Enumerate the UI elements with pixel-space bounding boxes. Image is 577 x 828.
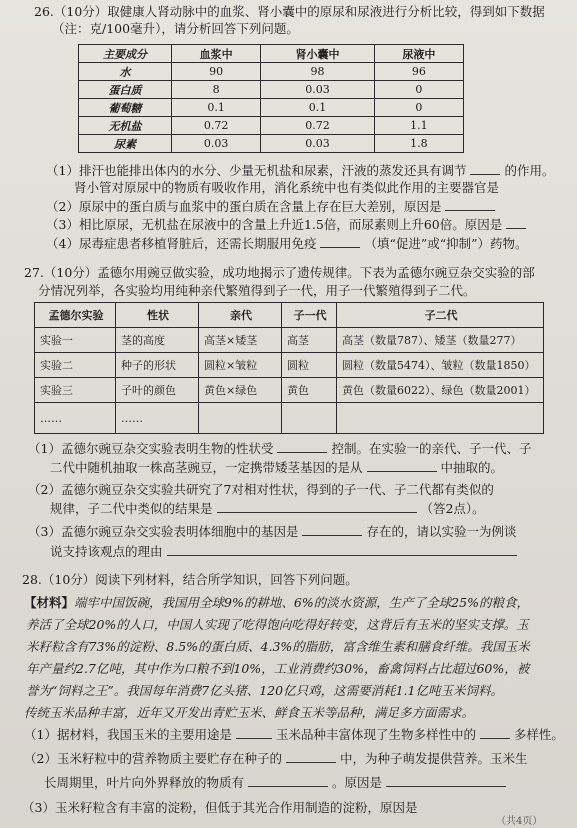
table-header-cell: 亲代: [199, 303, 282, 328]
table-cell: 0.03: [261, 81, 375, 99]
table-cell: 8: [172, 81, 261, 99]
q27-sub3-line2: [50, 543, 517, 560]
table-cell: 实验三: [35, 378, 116, 403]
q27-sub1-l2-end: 中抽取的。: [440, 460, 503, 475]
table-header-cell: 血浆中: [172, 45, 261, 63]
q26-sub2-text: （2）原尿中的蛋白质与血浆中的蛋白质在含量上存在巨大差别，原因是: [46, 199, 442, 214]
q26-intro-line1: 26.（10分）取健康人肾动脉中的血浆、肾小囊中的原尿和尿液进行分析比较，得到如下数据: [34, 4, 545, 19]
q27-sub2-text: 规律，子二代中类似的结果是: [50, 501, 213, 516]
q26-comparison-table: [78, 44, 464, 153]
table-cell: 0.72: [261, 117, 375, 135]
q28-material-line4: 年产量约2.7亿吨，其中作为口粮不到10%，工业消费约30%，畜禽饲料占比超过60%，被: [26, 661, 530, 676]
table-row: [35, 403, 544, 434]
q28-sub2-line2: [44, 774, 506, 791]
table-cell: 圆粒×皱粒: [199, 353, 282, 378]
q27-sub3-text: （3）孟德尔豌豆杂交实验表明体细胞中的基因是: [28, 524, 299, 539]
table-cell: [282, 403, 337, 434]
q27-sub1-line1: [28, 440, 531, 457]
q27-intro-line2: 分情况列举，各实验均用纯种亲代繁殖得到子一代，用子一代繁殖得到子二代。: [38, 283, 476, 298]
table-cell: 0.72: [172, 117, 261, 135]
answer-blank[interactable]: [167, 543, 517, 556]
q28-sub1-text: （1）据材料，我国玉米的主要用途是: [24, 727, 232, 742]
table-header-cell: 子一代: [282, 303, 337, 328]
table-cell: [337, 403, 544, 434]
answer-blank[interactable]: [386, 774, 506, 787]
table-row: [35, 353, 544, 378]
q26-sub1-line1: [46, 162, 554, 179]
answer-blank[interactable]: [480, 726, 510, 739]
table-row: [79, 63, 464, 81]
q27-sub2-line2: [50, 500, 485, 517]
table-cell: 0.03: [172, 135, 261, 153]
q26-sub3-text: （3）相比原尿，无机盐在尿液中的含量上升近1.5倍，而尿素则上升60倍。原因是: [46, 217, 503, 232]
q26-sub4: [46, 235, 528, 252]
table-header-row: [79, 45, 464, 63]
answer-blank[interactable]: [217, 500, 417, 513]
q26-sub1-line2: [74, 180, 499, 196]
table-header-cell: 子二代: [337, 303, 544, 328]
q28-sub1-line: [24, 726, 564, 743]
table-cell: 高茎×矮茎: [199, 328, 282, 353]
q28-material-line6: 传统玉米品种丰富，近年又开发出青贮玉米、鲜食玉米等品种，满足多方面需求。: [24, 705, 475, 720]
table-cell: 0: [374, 81, 463, 99]
table-header-cell: 主要成分: [79, 45, 172, 63]
table-cell: 蛋白质: [79, 81, 172, 99]
table-cell: 0.1: [172, 99, 261, 117]
answer-blank[interactable]: [506, 216, 526, 229]
q28-sub2-text: （2）玉米籽粒中的营养物质主要贮存在种子的: [24, 751, 282, 766]
q26-sub1-end: 的作用。: [504, 163, 555, 178]
q27-sub3-text-b: 存在的，请以实验一为例谈: [366, 524, 517, 539]
table-cell: 实验二: [35, 353, 116, 378]
page-footer: （共4页）: [496, 816, 543, 827]
q28-diversity-end: 多样性。: [513, 727, 564, 742]
q26-sub4-end: （填“促进”或“抑制”）药物。: [364, 236, 528, 251]
q28-material-line2: 养活了全球20%的人口，中国人实现了吃得饱向吃得好转变，这背后有玉米的坚实支撑。玉: [26, 617, 529, 632]
q28-material-line1: [24, 595, 529, 611]
table-row: [79, 81, 464, 99]
q27-sub1-text-b: 控制。在实验一的亲代、子一代、子: [331, 441, 532, 456]
q27-sub2-end: （答2点）。: [420, 501, 485, 516]
table-cell: 1.8: [374, 135, 463, 153]
table-header-cell: 肾小囊中: [261, 45, 375, 63]
answer-blank[interactable]: [445, 198, 495, 211]
q26-sub4-text: （4）尿毒症患者移植肾脏后，还需长期服用免疫: [46, 236, 317, 251]
q28-sub2-line1: [24, 750, 527, 767]
table-cell: 高茎（数量787）、矮茎（数量277）: [337, 328, 544, 353]
answer-blank[interactable]: [470, 162, 500, 175]
table-cell: ……: [116, 403, 199, 434]
table-cell: 子叶的颜色: [116, 378, 199, 403]
q27-sub1-line2: [50, 459, 503, 476]
q26-sub2: [46, 198, 495, 215]
answer-blank[interactable]: [320, 235, 360, 248]
answer-blank[interactable]: [302, 523, 362, 536]
q28-material-line5: 誉为“饲料之王”。我国每年消费7亿头猪、120亿只鸡，这需要消耗1.1亿吨玉米饲料。: [26, 683, 503, 698]
q28-material-line3: 米籽粒含有73%的淀粉、8.5%的蛋白质、4.3%的脂肪，富含维生素和膳食纤维。我国玉米: [26, 639, 530, 654]
answer-blank[interactable]: [248, 774, 328, 787]
q26-sub1-text: （1）排汗也能排出体内的水分、少量无机盐和尿素，汗液的蒸发还具有调节: [46, 163, 467, 178]
answer-blank[interactable]: [367, 459, 437, 472]
table-header-cell: 孟德尔实验: [35, 303, 116, 328]
q26-sub1-l2-text: 肾小管对原尿中的物质有吸收作用，消化系统中也有类似此作用的主要器官是: [74, 180, 500, 195]
table-cell: 种子的形状: [116, 353, 199, 378]
table-cell: 0: [374, 99, 463, 117]
q26-intro-line2: （注：克/100毫升），请分析回答下列问题。: [52, 21, 299, 36]
q28-intro: 28.（10分）阅读下列材料，结合所学知识，回答下列问题。: [22, 572, 358, 587]
q28-material-label: 【材料】: [24, 595, 75, 610]
table-row: [35, 378, 544, 403]
q26-sub3: [46, 216, 526, 233]
table-cell: 尿素: [79, 135, 172, 153]
q27-sub1-text: （1）孟德尔豌豆杂交实验表明生物的性状受: [28, 441, 274, 456]
q28-diversity-text: 玉米品种丰富体现了生物多样性中的: [275, 727, 476, 742]
q27-sub2-line1: （2）孟德尔豌豆杂交实验共研究了7对相对性状，得到的子一代、子二代都有类似的: [28, 482, 494, 497]
table-cell: ……: [35, 403, 116, 434]
table-cell: 水: [79, 63, 172, 81]
table-cell: 无机盐: [79, 117, 172, 135]
q27-intro-line1: 27.（10分）孟德尔用豌豆做实验，成功地揭示了遗传规律。下表为孟德尔豌豆杂交实验的部: [24, 265, 535, 280]
table-cell: 96: [374, 63, 463, 81]
table-cell: 黄色×绿色: [199, 378, 282, 403]
q27-sub3-l2-text: 说支持该观点的理由: [50, 544, 163, 559]
table-cell: 1.1: [374, 117, 463, 135]
table-cell: 圆粒（数量5474）、皱粒（数量1850）: [337, 353, 544, 378]
table-cell: 90: [172, 63, 261, 81]
q28-sub2-text-b: 中，为种子萌发提供营养。玉米生: [339, 751, 528, 766]
table-cell: 实验一: [35, 328, 116, 353]
answer-blank[interactable]: [236, 726, 272, 739]
table-cell: 98: [261, 63, 375, 81]
table-cell: 高茎: [282, 328, 337, 353]
q28-sub3-text: （3）玉米籽粒含有丰富的淀粉，但低于其光合作用制造的淀粉，原因是: [22, 800, 418, 815]
table-cell: 0.03: [261, 135, 375, 153]
table-header-cell: 尿液中: [374, 45, 463, 63]
table-header-row: [35, 303, 544, 328]
q28-sub2-l2-text: 长周期里，叶片向外界释放的物质有: [44, 775, 245, 790]
table-cell: 茎的高度: [116, 328, 199, 353]
q27-sub1-l2-text: 二代中随机抽取一株高茎豌豆，一定携带矮茎基因的是从: [50, 460, 363, 475]
q28-sub2-l2-b: 。原因是: [331, 775, 382, 790]
q28-sub3: [22, 800, 417, 816]
q28-material-text: 端牢中国饭碗，我国用全球9%的耕地、6%的淡水资源，生产了全球25%的粮食，: [74, 595, 529, 610]
table-cell: 0.1: [261, 99, 375, 117]
q27-sub3-line1: [28, 523, 516, 540]
table-header-cell: 性状: [116, 303, 199, 328]
table-row: [35, 328, 544, 353]
table-cell: 黄色（数量6022）、绿色（数量2001）: [337, 378, 544, 403]
table-cell: 圆粒: [282, 353, 337, 378]
table-cell: 葡萄糖: [79, 99, 172, 117]
table-row: [79, 117, 464, 135]
table-row: [79, 135, 464, 153]
table-cell: [199, 403, 282, 434]
answer-blank[interactable]: [277, 440, 327, 453]
answer-blank[interactable]: [286, 750, 336, 763]
table-row: [79, 99, 464, 117]
table-cell: 黄色: [282, 378, 337, 403]
q27-mendel-table: [34, 302, 544, 434]
